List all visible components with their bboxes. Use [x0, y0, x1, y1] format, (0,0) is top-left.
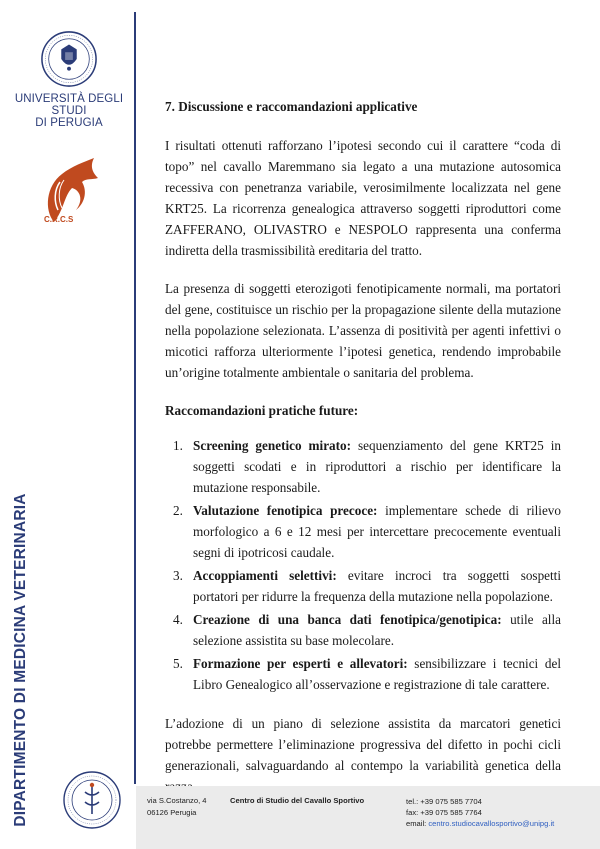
- list-item-text: sensibilizzare i tecnici del Libro Genealogico all’osservazione e registrazione di tale carattere.: [193, 656, 561, 692]
- list-item: [165, 609, 561, 651]
- list-item-title: Screening genetico mirato:: [193, 438, 352, 453]
- university-name-line2: DI PERUGIA: [35, 117, 103, 129]
- list-item: [165, 565, 561, 607]
- list-item-text: evitare incroci tra soggetti sospetti portatori per ridurre la frequenza della mutazione nella popolazione.: [193, 568, 562, 604]
- footer-phone: tel.: +39 075 585 7704: [406, 797, 482, 806]
- university-seal-logo: [40, 30, 98, 88]
- closing-paragraph: L’adozione di un piano di selezione assistita da marcatori genetici potrebbe permettere l’eliminazione progressiva del difetto in pochi cicli generazionali, salvaguardando al contempo la variabilità genetica della: [165, 716, 561, 773]
- list-item-number: 5.: [173, 656, 183, 671]
- list-item-number: 4.: [173, 612, 183, 627]
- paragraph: La presenza di soggetti eterozigoti fenotipicamente normali, ma portatori del gene, costituisce un rischio per la propagazione silente della mutazione nella popolazione selezionata. L’assenza di positività per agenti infettivi o micotici rafforza ulteriormente l’ipotesi genetica, rendendo improbabile un’origine totalmente ambientale o sanitaria del problema.: [165, 281, 561, 380]
- list-item-title: Valutazione fenotipica precoce:: [193, 503, 378, 518]
- document-body: [165, 96, 561, 814]
- footer-center-name: Centro di Studio del Cavallo Sportivo: [230, 796, 365, 805]
- footer-email-link[interactable]: centro.studiocavallosportivo@unipg.it: [428, 819, 555, 828]
- university-name-line1: UNIVERSITÀ DEGLI STUDI: [14, 93, 124, 117]
- crcs-horse-logo: [40, 152, 102, 228]
- list-item-number: 3.: [173, 568, 183, 583]
- department-seal-logo: [62, 770, 122, 830]
- section-title: 7. Discussione e raccomandazioni applicative: [165, 99, 418, 114]
- sidebar-divider: [134, 12, 136, 784]
- footer-address-street: via S.Costanzo, 4: [147, 796, 207, 805]
- list-item-title: Creazione di una banca dati fenotipica/genotipica:: [193, 612, 502, 627]
- letterhead-footer: [136, 786, 600, 849]
- list-item-text: sequenziamento del gene KRT25 in soggetti scodati e in riproduttori a rischio per identificare la mutazione responsabile.: [193, 438, 561, 495]
- recommendations-title: Raccomandazioni pratiche future:: [165, 403, 359, 418]
- paragraph: I risultati ottenuti rafforzano l’ipotesi secondo cui il carattere “coda di topo” nel cavallo Maremmano sia legato a una mutazione autosomica recessiva con penetranza variabile, verosimilmente localizzata nel gene KRT25. La ricorrenza genealogica attraverso soggetti riproduttori come ZAFFERANO, OLIVASTRO e NESPOLO rappresenta una conferma indiretta della trasmissibilità ereditaria del tratto.: [165, 138, 561, 258]
- university-name: [14, 93, 124, 129]
- list-item: [165, 500, 561, 563]
- list-item-title: Formazione per esperti e allevatori:: [193, 656, 408, 671]
- recommendations-list: [165, 435, 561, 695]
- list-item: [165, 435, 561, 498]
- footer-email-label: email:: [406, 819, 429, 828]
- list-item-text: implementare schede di rilievo morfologico a 6 e 12 mesi per intercettare precocemente eventuali segni di ipotricosi caudale.: [193, 503, 561, 560]
- crcs-logo-text: C.R.C.S: [44, 215, 74, 224]
- footer-email: [406, 819, 554, 828]
- department-label: [8, 493, 34, 827]
- list-item-number: 1.: [173, 438, 183, 453]
- list-item: [165, 653, 561, 695]
- list-item-title: Accoppiamenti selettivi:: [193, 568, 337, 583]
- footer-fax: fax: +39 075 585 7764: [406, 808, 482, 817]
- letterhead-sidebar: [0, 0, 134, 849]
- department-name: DIPARTIMENTO DI MEDICINA VETERINARIA: [12, 493, 29, 827]
- list-item-text: utile alla selezione assistita su base molecolare.: [193, 612, 561, 648]
- footer-address-city: 06126 Perugia: [147, 808, 197, 817]
- list-item-number: 2.: [173, 503, 183, 518]
